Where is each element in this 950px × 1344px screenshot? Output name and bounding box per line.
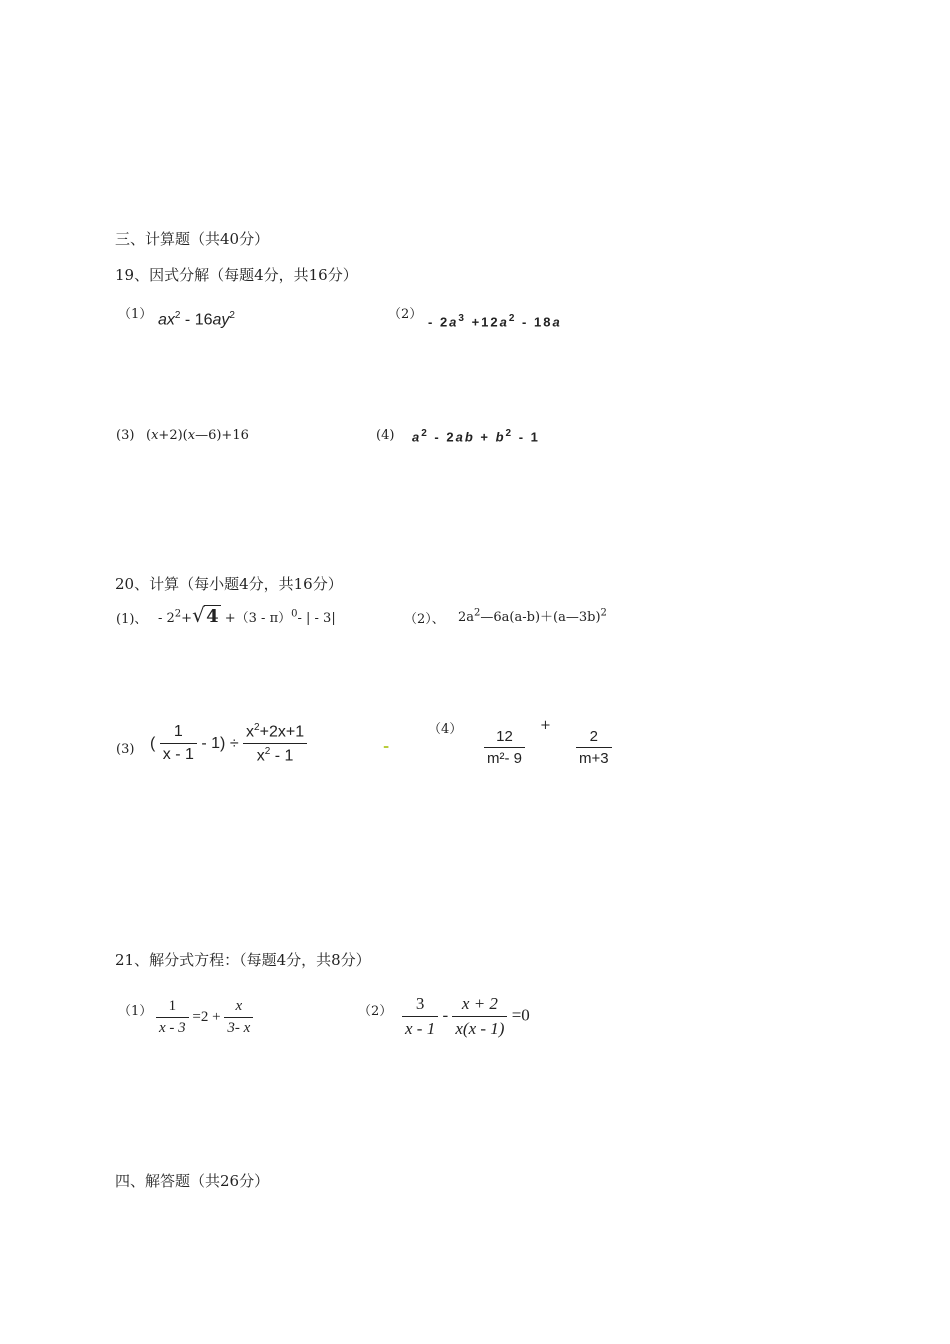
fraction: $\frac{1}{x - 3}$ bbox=[156, 998, 189, 1037]
q21-p2-expr: $\frac{3}{x - 1}$ - $\frac{x + 2}{x(x - 1)}$ =0 bbox=[402, 994, 530, 1039]
q20-title: 20、计算（每小题4分，共16分） bbox=[115, 575, 343, 593]
q19-p3-label: (3) bbox=[116, 428, 135, 443]
q21-p1-expr: $\frac{1}{x - 3}$ =2 + $\frac{x}{3- x}$ bbox=[156, 998, 253, 1037]
section4-title: 四、解答题（共26分） bbox=[115, 1172, 270, 1190]
q21-p2-label: （2） bbox=[358, 1004, 393, 1019]
q20-p3-expr: ( $\frac{1}{x - 1}$ - 1) ÷ $\frac{x^2+2x+1}{x^2 - 1}$ bbox=[150, 722, 307, 766]
q20-p1-expr: - $2^2+$ √ 4 +（3 - π）$^0$- | - 3| bbox=[158, 603, 336, 627]
fraction: $\frac{3}{x - 1}$ bbox=[402, 994, 438, 1039]
q19-p2-expr: - $2a^3 +12a^2 - 18a$ bbox=[428, 313, 562, 330]
q20-p3-label: (3) bbox=[116, 742, 135, 757]
q19-p3-expr: (x+2)(x—6)+16 bbox=[146, 428, 249, 443]
fraction: $\frac{x}{3- x}$ bbox=[224, 998, 253, 1037]
q19-p4-label: (4) bbox=[376, 428, 395, 443]
q19-p4-expr: $a^2 - 2ab + b^2 - 1$ bbox=[412, 428, 540, 445]
fraction: $\frac{12}{\text{m²- 9}}$ bbox=[484, 728, 525, 767]
q19-p1-expr: $ax^2 - 16ay^2$ bbox=[158, 310, 235, 329]
stray-dash: - bbox=[383, 737, 390, 755]
fraction: $\frac{x + 2}{x(x - 1)}$ bbox=[452, 994, 507, 1039]
sqrt-symbol: √ 4 bbox=[192, 603, 219, 627]
q21-title: 21、解分式方程：（每题4分，共8分） bbox=[115, 951, 371, 969]
q20-p4-frac2 bbox=[576, 728, 612, 767]
q20-p1-label: (1)、 bbox=[116, 612, 148, 627]
q20-p4-plus: + bbox=[540, 718, 551, 733]
section3-title: 三、计算题（共40分） bbox=[115, 230, 270, 248]
q20-p2-label: （2）、 bbox=[404, 612, 445, 627]
q21-p1-label: （1） bbox=[118, 1004, 153, 1019]
fraction: $\frac{x^2+2x+1}{x^2 - 1}$ bbox=[243, 722, 307, 766]
fraction: $\frac{1}{x - 1}$ bbox=[160, 723, 197, 764]
q19-title: 19、因式分解（每题4分，共16分） bbox=[115, 266, 358, 284]
q20-p2-expr: $2a^2—6a(a-b)+(a—3b)^2$ bbox=[458, 607, 607, 625]
q19-p2-label: （2） bbox=[388, 307, 423, 322]
q20-p4-label: （4） bbox=[428, 722, 463, 737]
q19-p1-label: （1） bbox=[118, 307, 153, 322]
fraction: $\frac{2}{m+3}$ bbox=[576, 728, 612, 767]
q20-p4-frac1 bbox=[484, 728, 525, 767]
